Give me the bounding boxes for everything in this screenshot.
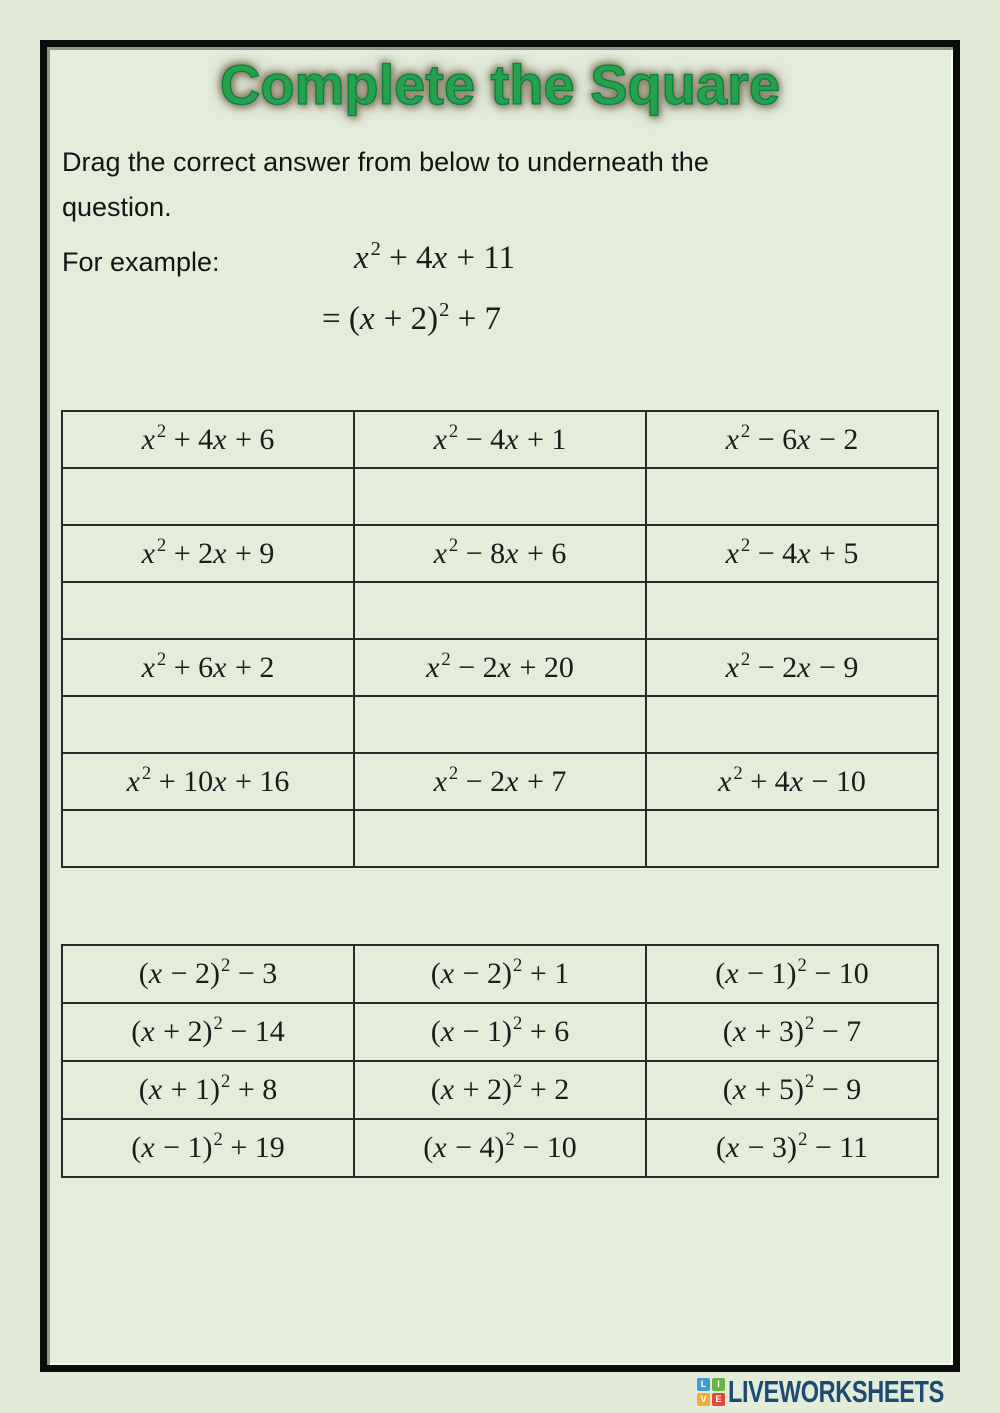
question-cell: x $^2$ + 10x + 16 <box>62 753 354 810</box>
answer-row <box>62 1119 938 1177</box>
answers-table-body <box>62 945 938 1177</box>
answer-drop-zone[interactable] <box>62 468 354 525</box>
brand-wordmark: LIVEWORKSHEETS <box>728 1373 944 1409</box>
example-label: For example: <box>62 247 220 277</box>
instructions-text <box>62 140 862 230</box>
answer-option[interactable]: $(x + 2)^2 - 14$ <box>62 1003 354 1061</box>
questions-table <box>61 410 939 868</box>
answer-drop-zone[interactable] <box>646 582 938 639</box>
answer-option[interactable]: $(x + 1)^2 + 8$ <box>62 1061 354 1119</box>
answer-drop-zone[interactable] <box>646 810 938 867</box>
answer-option[interactable]: $(x - 1)^2 + 19$ <box>62 1119 354 1177</box>
answer-option[interactable]: $(x - 3)^2 - 11$ <box>646 1119 938 1177</box>
question-cell: x $^2$ − 6x − 2 <box>646 411 938 468</box>
question-cell: x $^2$ + 2x + 9 <box>62 525 354 582</box>
question-cell: x $^2$ − 2x + 20 <box>354 639 646 696</box>
answer-option[interactable]: $(x - 1)^2 - 10$ <box>646 945 938 1003</box>
drop-row <box>62 468 938 525</box>
instructions-line-2: question. <box>62 192 172 222</box>
answer-option[interactable]: $(x - 2)^2 - 3$ <box>62 945 354 1003</box>
question-row <box>62 753 938 810</box>
drop-row <box>62 582 938 639</box>
drop-row <box>62 696 938 753</box>
answer-option[interactable]: $(x - 1)^2 + 6$ <box>354 1003 646 1061</box>
answer-drop-zone[interactable] <box>646 468 938 525</box>
answer-drop-zone[interactable] <box>646 696 938 753</box>
answer-option[interactable]: $(x + 2)^2 + 2$ <box>354 1061 646 1119</box>
answer-drop-zone[interactable] <box>354 468 646 525</box>
question-cell: x $^2$ + 6x + 2 <box>62 639 354 696</box>
answer-option[interactable]: $(x - 2)^2 + 1$ <box>354 945 646 1003</box>
answer-row <box>62 1003 938 1061</box>
answer-drop-zone[interactable] <box>62 582 354 639</box>
question-row <box>62 525 938 582</box>
answer-row <box>62 1061 938 1119</box>
question-row <box>62 639 938 696</box>
question-cell: x $^2$ − 2x + 7 <box>354 753 646 810</box>
answer-drop-zone[interactable] <box>62 810 354 867</box>
answer-drop-zone[interactable] <box>354 810 646 867</box>
question-cell: x $^2$ − 2x − 9 <box>646 639 938 696</box>
logo-square-v: V <box>697 1393 710 1406</box>
answer-row <box>62 945 938 1003</box>
question-cell: x $^2$ + 4x + 6 <box>62 411 354 468</box>
logo-square-e: E <box>712 1393 725 1406</box>
questions-table-body <box>62 411 938 867</box>
answer-option[interactable]: $(x + 3)^2 - 7$ <box>646 1003 938 1061</box>
question-cell: x $^2$ − 8x + 6 <box>354 525 646 582</box>
page-title: Complete the Square <box>219 53 781 116</box>
question-cell: x $^2$ − 4x + 5 <box>646 525 938 582</box>
answer-option[interactable]: $(x + 5)^2 - 9$ <box>646 1061 938 1119</box>
footer-brand[interactable] <box>697 1373 1000 1410</box>
logo-square-l: L <box>697 1378 710 1391</box>
question-cell: x $^2$ + 4x − 10 <box>646 753 938 810</box>
answer-drop-zone[interactable] <box>354 582 646 639</box>
answer-drop-zone[interactable] <box>62 696 354 753</box>
question-row <box>62 411 938 468</box>
answer-drop-zone[interactable] <box>354 696 646 753</box>
question-cell: x $^2$ − 4x + 1 <box>354 411 646 468</box>
drop-row <box>62 810 938 867</box>
example-result: = $(x + 2)^2 + 7$ <box>322 298 501 337</box>
answers-table <box>61 944 939 1178</box>
logo-square-i: I <box>712 1378 725 1391</box>
answer-option[interactable]: $(x - 4)^2 - 10$ <box>354 1119 646 1177</box>
example-expression: $x^2 + 4x + 11$ <box>354 237 516 276</box>
instructions-line-1: Drag the correct answer from below to underneath the <box>62 147 709 177</box>
liveworksheets-logo-icon <box>697 1378 725 1406</box>
